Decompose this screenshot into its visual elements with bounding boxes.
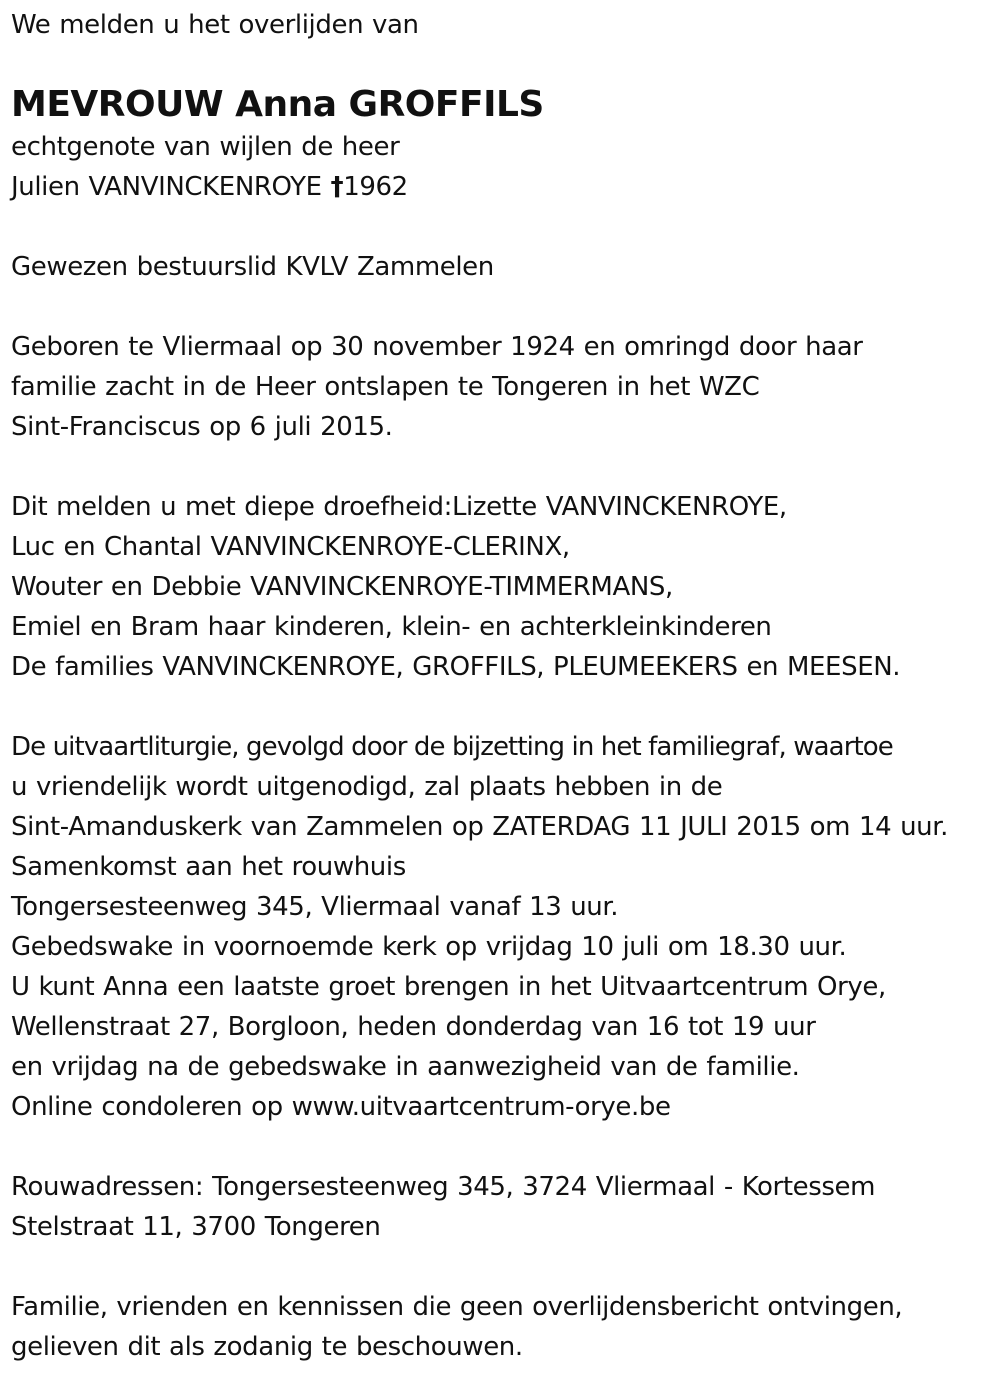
birth-death-line: Sint-Franciscus op 6 juli 2015. xyxy=(11,412,393,442)
ceremony-line: Sint-Amanduskerk van Zammelen op ZATERDAG 11 JULI 2015 om 14 uur. xyxy=(11,812,949,842)
spouse-name-line xyxy=(11,167,996,207)
ceremony-line: U kunt Anna een laatste groet brengen in het Uitvaartcentrum Orye, xyxy=(11,972,886,1002)
mourners-line: Luc en Chantal VANVINCKENROYE-CLERINX, xyxy=(11,532,570,562)
ceremony-line: en vrijdag na de gebedswake in aanwezigheid van de familie. xyxy=(11,1052,800,1082)
online-condolence-line: Online condoleren op www.uitvaartcentrum-orye.be xyxy=(11,1092,671,1122)
ceremony-line: Samenkomst aan het rouwhuis xyxy=(11,852,406,882)
ceremony-line: Wellenstraat 27, Borgloon, heden donderdag van 16 tot 19 uur xyxy=(11,1012,816,1042)
closing-line: Familie, vrienden en kennissen die geen overlijdensbericht ontvingen, xyxy=(11,1292,903,1322)
intro-line: We melden u het overlijden van xyxy=(11,10,419,40)
spacer xyxy=(11,1127,996,1167)
deceased-name: MEVROUW Anna GROFFILS xyxy=(11,84,544,125)
spacer xyxy=(11,447,996,487)
birth-death-line: Geboren te Vliermaal op 30 november 1924 en omringd door haar xyxy=(11,332,863,362)
spacer xyxy=(11,287,996,327)
ceremony-line: De uitvaartliturgie, gevolgd door de bijzetting in het familiegraf, waartoe xyxy=(11,732,893,762)
spouse-death-year: 1962 xyxy=(343,172,408,202)
role-line: Gewezen bestuurslid KVLV Zammelen xyxy=(11,252,494,282)
spacer xyxy=(11,207,996,247)
mourners-line: Dit melden u met diepe droefheid:Lizette VANVINCKENROYE, xyxy=(11,492,787,522)
spouse-name: Julien VANVINCKENROYE xyxy=(11,172,322,202)
spouse-line: echtgenote van wijlen de heer xyxy=(11,132,400,162)
mourners-line: Wouter en Debbie VANVINCKENROYE-TIMMERMANS, xyxy=(11,572,673,602)
cross-icon: † xyxy=(330,172,344,202)
birth-death-line: familie zacht in de Heer ontslapen te Tongeren in het WZC xyxy=(11,372,760,402)
address-line: Rouwadressen: Tongersesteenweg 345, 3724 Vliermaal - Kortessem xyxy=(11,1172,876,1202)
mourners-line: De families VANVINCKENROYE, GROFFILS, PLEUMEEKERS en MEESEN. xyxy=(11,652,901,682)
death-notice xyxy=(11,0,996,1367)
spacer xyxy=(11,687,996,727)
ceremony-line: Tongersesteenweg 345, Vliermaal vanaf 13 uur. xyxy=(11,892,619,922)
address-line: Stelstraat 11, 3700 Tongeren xyxy=(11,1212,381,1242)
ceremony-line: u vriendelijk wordt uitgenodigd, zal plaats hebben in de xyxy=(11,772,723,802)
spacer xyxy=(11,1247,996,1287)
closing-line: gelieven dit als zodanig te beschouwen. xyxy=(11,1332,523,1362)
mourners-line: Emiel en Bram haar kinderen, klein- en achterkleinkinderen xyxy=(11,612,772,642)
ceremony-line: Gebedswake in voornoemde kerk op vrijdag 10 juli om 18.30 uur. xyxy=(11,932,847,962)
